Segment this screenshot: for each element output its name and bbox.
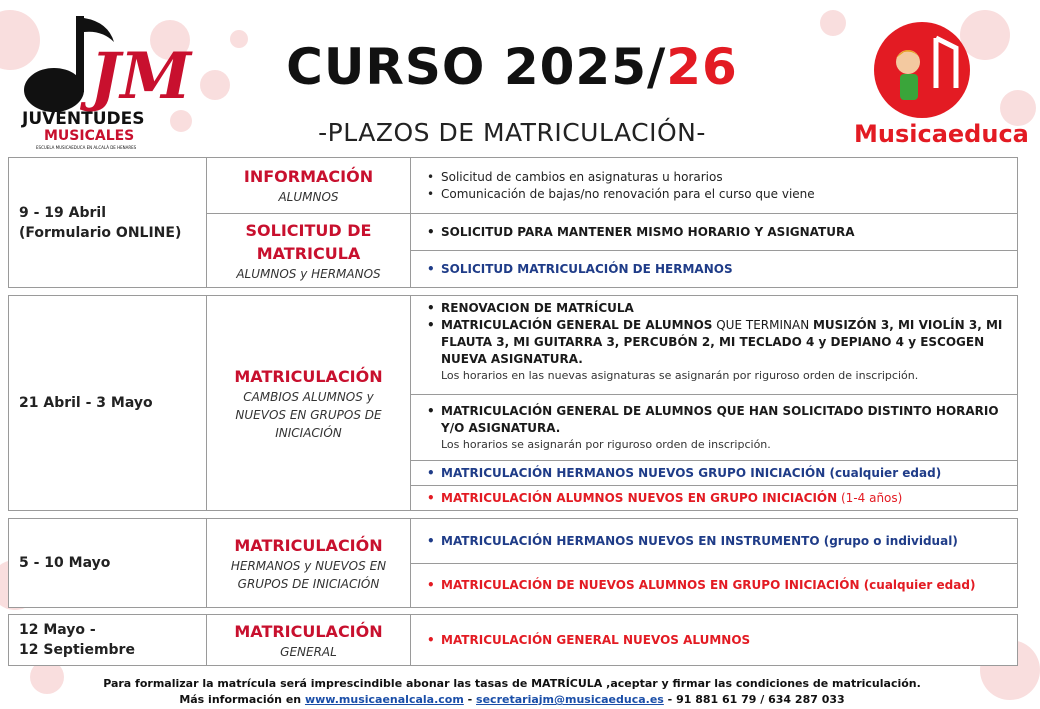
list-item-note: Los horarios en las nuevas asignaturas se asignarán por riguroso orden de inscripción. <box>441 369 919 382</box>
category-subtitle: ALUMNOS y HERMANOS <box>236 266 381 281</box>
email-link[interactable]: secretariajm@musicaeduca.es <box>476 693 664 706</box>
items-cell <box>411 461 1017 485</box>
list-item-note: Los horarios se asignarán por riguroso orden de inscripción. <box>441 437 771 451</box>
date-line1: 5 - 10 Mayo <box>19 555 111 571</box>
category-cell <box>207 519 411 607</box>
date-line1: 9 - 19 Abril <box>19 204 107 221</box>
items-cell <box>411 486 1017 510</box>
page-title: CURSO 2025/26 <box>286 38 738 96</box>
date-cell <box>9 519 207 607</box>
category-title: INFORMACIÓN <box>243 167 374 186</box>
date-line2: (Formulario ONLINE) <box>19 224 182 241</box>
footer-prefix: Más información en <box>179 693 305 706</box>
list-item: • SOLICITUD MATRICULACIÓN DE HERMANOS <box>427 261 1017 278</box>
date-cell <box>9 615 207 665</box>
musicaeduca-logo <box>848 18 1029 153</box>
list-item: • RENOVACION DE MATRÍCULA <box>427 300 1017 317</box>
logo-line2: MUSICALES <box>44 128 135 144</box>
items-cell <box>411 519 1017 563</box>
schedule-block-4 <box>8 614 1018 666</box>
category-subtitle: ALUMNOS <box>278 190 339 204</box>
list-item: • MATRICULACIÓN DE NUEVOS ALUMNOS EN GRUPO INICIACIÓN (cualquier edad) <box>427 577 1017 594</box>
header <box>0 0 1029 158</box>
footer-contact: Más información en www.musicaenalcala.com - secretariajm@musicaeduca.es - 91 881 61 79 / 634 287 033 <box>179 693 845 706</box>
list-item: • MATRICULACIÓN GENERAL DE ALUMNOS QUE TERMINAN MUSIZÓN 3, MI VIOLÍN 3, MI FLAUTA 3, MI GUITARRA 3, PERCUBÓN 2, MI TECLADO 4 y DEPIANO 4 y ESCOGEN NUEVA ASIGNATURA. <box>427 317 1017 368</box>
category-subtitle: CAMBIOS ALUMNOS y NUEVOS EN GRUPOS DE INICIACIÓN <box>235 389 382 440</box>
schedule-block-2 <box>8 295 1018 511</box>
date-cell <box>9 296 207 510</box>
list-item: • MATRICULACIÓN GENERAL NUEVOS ALUMNOS <box>427 632 1017 649</box>
date-line2: 12 Septiembre <box>19 642 135 658</box>
logo-line1: JUVENTUDES <box>22 109 145 129</box>
items-cell <box>411 214 1017 250</box>
logo-jm-mark: JM <box>90 39 192 114</box>
list-item: • SOLICITUD PARA MANTENER MISMO HORARIO Y ASIGNATURA <box>427 224 1017 241</box>
list-item: • MATRICULACIÓN HERMANOS NUEVOS EN INSTRUMENTO (grupo o individual) <box>427 533 1017 550</box>
category-subtitle: GENERAL <box>280 644 337 659</box>
items-cell <box>411 251 1017 287</box>
category-cell <box>207 158 411 213</box>
list-item: • MATRICULACIÓN ALUMNOS NUEVOS EN GRUPO INICIACIÓN (1-4 años) <box>427 490 1017 507</box>
schedule-block-3 <box>8 518 1018 608</box>
date-line1: 12 Mayo - <box>19 622 96 638</box>
website-link[interactable]: www.musicaenalcala.com <box>304 693 464 706</box>
date-cell <box>9 158 207 287</box>
footer-phones: - 91 881 61 79 / 634 287 033 <box>663 693 845 706</box>
list-item: • MATRICULACIÓN GENERAL DE ALUMNOS QUE HAN SOLICITADO DISTINTO HORARIO Y/O ASIGNATURA. <box>427 403 1017 437</box>
list-item: • Solicitud de cambios en asignaturas u horarios <box>427 169 1017 186</box>
items-cell <box>411 564 1017 607</box>
schedule-block-1 <box>8 157 1018 288</box>
category-title: MATRICULACIÓN <box>234 366 383 386</box>
category-title: MATRICULACIÓN <box>234 535 383 555</box>
items-cell <box>411 395 1017 459</box>
date-line1: 21 Abril - 3 Mayo <box>19 395 153 411</box>
page-subtitle: -PLAZOS DE MATRICULACIÓN- <box>318 118 706 147</box>
category-title: MATRICULACIÓN <box>234 621 383 641</box>
category-title: SOLICITUD DE MATRICULA <box>245 220 372 263</box>
category-subtitle: HERMANOS y NUEVOS EN GRUPOS DE INICIACIÓN <box>230 558 387 591</box>
logo-line3: ESCUELA MUSICAEDUCA EN ALCALÁ DE HENARES <box>36 145 137 150</box>
musicaeduca-logo-text: Musicaeduca <box>854 120 1029 148</box>
items-cell <box>411 615 1017 665</box>
list-item: • MATRICULACIÓN HERMANOS NUEVOS GRUPO INICIACIÓN (cualquier edad) <box>427 465 1017 482</box>
items-cell <box>411 158 1017 213</box>
category-cell <box>207 615 411 665</box>
category-cell <box>207 214 411 287</box>
items-cell <box>411 300 1017 394</box>
list-item: • Comunicación de bajas/no renovación para el curso que viene <box>427 186 1017 203</box>
category-cell <box>207 296 411 510</box>
footer-note: Para formalizar la matrícula será imprescindible abonar las tasas de MATRÍCULA ,aceptar y firmar las condiciones de matriculación. <box>103 677 921 690</box>
